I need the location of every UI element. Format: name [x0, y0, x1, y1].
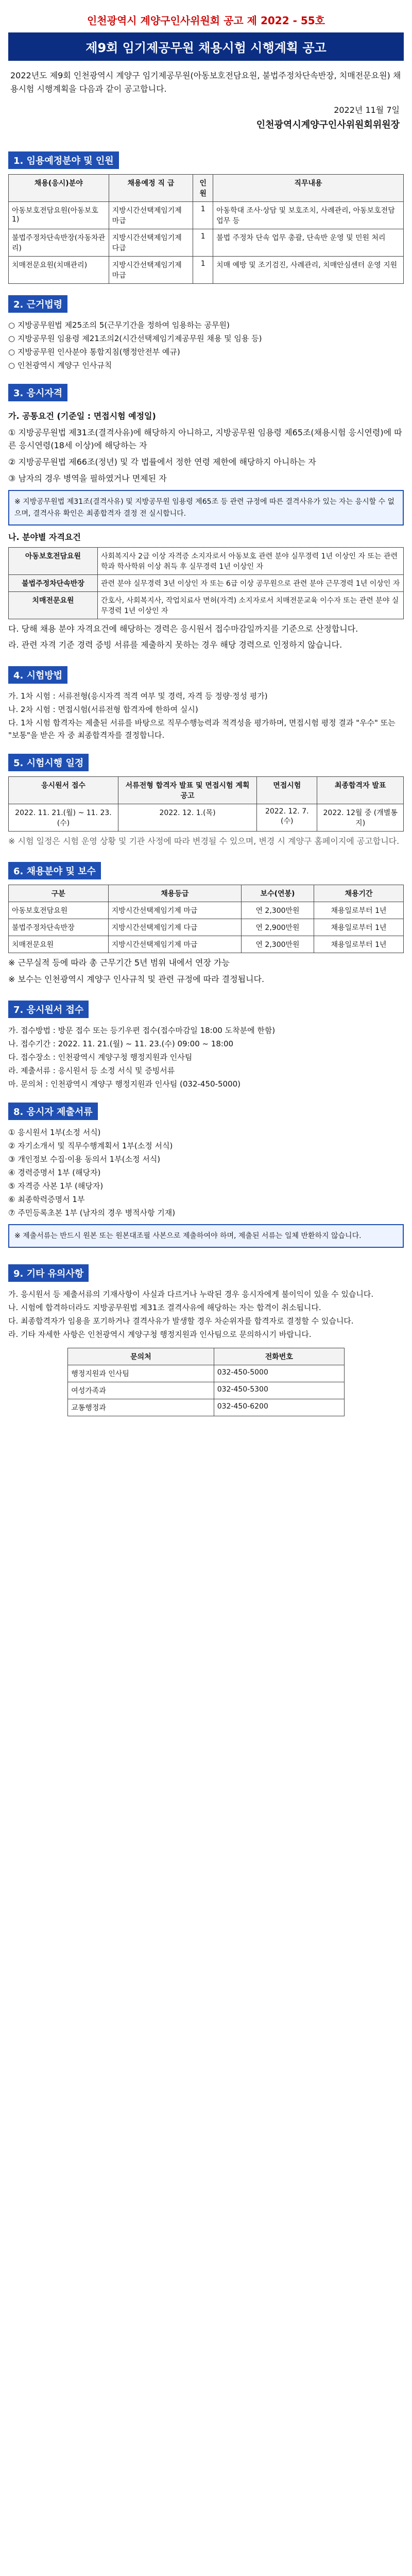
table-header: 보수(연봉): [242, 885, 314, 902]
table-cell: 지방시간선택제임기제 마급: [109, 257, 193, 284]
table-cell: 아동보호전담요원: [9, 902, 109, 919]
table-cell: 2022. 12. 7.(수): [257, 804, 317, 831]
eligibility-common-item: ③ 남자의 경우 병역을 필하였거나 면제된 자: [8, 473, 167, 483]
table-cell: 여성가족과: [68, 1382, 214, 1399]
table-cell: 1: [193, 202, 213, 229]
apply-item: 라. 제출서류 : 응시원서 등 소정 서식 및 증빙서류: [8, 1065, 175, 1075]
intro-text: 2022년도 제9회 인천광역시 계양구 임기제공무원(아동보호전담요원, 불법주정차단속반장, 치매전문요원) 채용시험 시행계획을 다음과 같이 공고합니다.: [10, 71, 401, 94]
eligibility-table: [8, 547, 404, 619]
table-cell: 지방시간선택제임기제 다급: [108, 919, 241, 936]
schedule-table: [8, 776, 404, 832]
document-item: ④ 경력증명서 1부 (해당자): [8, 1167, 101, 1177]
table-cell: 불법주정차단속반장: [9, 574, 98, 591]
table-header: 면접시험: [257, 776, 317, 804]
table-cell: 지방시간선택제임기제 다급: [109, 229, 193, 257]
table-header: 직무내용: [213, 175, 404, 202]
document-item: ⑥ 최종학력증명서 1부: [8, 1194, 85, 1204]
law-item: ○ 지방공무원법 제25조의 5(근무기간을 정하여 임용하는 공무원): [8, 320, 230, 330]
table-row: [9, 547, 404, 574]
pay-table: [8, 885, 404, 953]
table-cell: 연 2,300만원: [242, 902, 314, 919]
table-header: 구분: [9, 885, 109, 902]
exam-item: 다. 1차 시험 합격자는 제출된 서류를 바탕으로 직무수행능력과 적격성을 평가하며, 면접시험 평정 결과 "우수" 또는 "보통"을 받은 자 중 최종합격자를 결정합니다.: [8, 718, 396, 740]
table-header: 전화번호: [214, 1348, 344, 1365]
table-cell: 2022. 12. 1.(목): [118, 804, 256, 831]
table-header: 채용등급: [108, 885, 241, 902]
note-item: 가. 응시원서 등 제출서류의 기재사항이 사실과 다르거나 누락된 경우 응시자에게 불이익이 있을 수 있습니다.: [8, 1289, 374, 1299]
table-header: 채용기간: [314, 885, 404, 902]
table-cell: 채용일로부터 1년: [314, 919, 404, 936]
table-row: [9, 919, 404, 936]
table-header: 채용예정 직 급: [109, 175, 193, 202]
section-title-pay: 6. 채용분야 및 보수: [8, 862, 101, 879]
eligibility-note-box: ※ 지방공무원법 제31조(결격사유) 및 지방공무원 임용령 제65조 등 관련 규정에 따른 결격사유가 있는 자는 응시할 수 없으며, 결격사유 확인은 최종합격자 결정 전 실시합니다.: [8, 490, 404, 526]
table-row: [9, 804, 404, 831]
table-cell: 치매전문요원: [9, 936, 109, 953]
table-cell: 관련 분야 실무경력 3년 이상인 자 또는 6급 이상 공무원으로 관련 분야 근무경력 1년 이상인 자: [98, 574, 404, 591]
section-title-exam: 4. 시험방법: [8, 666, 67, 684]
section-title-positions: 1. 임용예정분야 및 인원: [8, 151, 119, 169]
table-row: [9, 257, 404, 284]
section-title-documents: 8. 응시자 제출서류: [8, 1103, 98, 1120]
document-item: ① 응시원서 1부(소정 서식): [8, 1127, 101, 1137]
table-header: 채용(응시)분야: [9, 175, 109, 202]
issuing-organization: 인천광역시계양구인사위원회위원장: [256, 120, 400, 131]
schedule-note: ※ 시험 일정은 시험 운영 상황 및 기관 사정에 따라 변경될 수 있으며, 변경 시 계양구 홈페이지에 공고합니다.: [8, 836, 400, 846]
table-cell: 032-450-6200: [214, 1399, 344, 1416]
section-title-law: 2. 근거법령: [8, 295, 67, 313]
table-cell: 채용일로부터 1년: [314, 902, 404, 919]
table-header: 최종합격자 발표: [317, 776, 404, 804]
eligibility-specific-title: 나. 분야별 자격요건: [8, 532, 81, 542]
apply-item: 다. 접수장소 : 인천광역시 계양구청 행정지원과 인사팀: [8, 1052, 193, 1062]
announcement-date: 2022년 11월 7일: [334, 105, 400, 115]
table-row: [9, 202, 404, 229]
table-cell: 2022. 11. 21.(월) ~ 11. 23.(수): [9, 804, 118, 831]
table-cell: 불법주정차단속반장: [9, 919, 109, 936]
table-cell: 치매전문요원(치매관리): [9, 257, 109, 284]
table-cell: 032-450-5000: [214, 1365, 344, 1382]
pay-note: ※ 근무실적 등에 따라 총 근무기간 5년 범위 내에서 연장 가능: [8, 958, 230, 968]
announcement-number: 인천광역시 계양구인사위원회 공고 제 2022 - 55호: [87, 14, 325, 27]
table-row: [9, 902, 404, 919]
document-item: ③ 개인정보 수집·이용 동의서 1부(소정 서식): [8, 1154, 161, 1164]
table-cell: 1: [193, 257, 213, 284]
table-cell: 행정지원과 인사팀: [68, 1365, 214, 1382]
section-title-schedule: 5. 시험시행 일정: [8, 754, 89, 771]
table-cell: 032-450-5300: [214, 1382, 344, 1399]
apply-item: 나. 접수기간 : 2022. 11. 21.(월) ~ 11. 23.(수) 09:00 ~ 18:00: [8, 1039, 234, 1048]
section-title-notes: 9. 기타 유의사항: [8, 1264, 89, 1282]
table-cell: 아동보호전담요원: [9, 547, 98, 574]
eligibility-note: 다. 당해 채용 분야 자격요건에 해당하는 경력은 응시원서 접수마감일까지를 기준으로 산정합니다.: [8, 623, 358, 634]
table-cell: 불법주정차단속반장(자동차관리): [9, 229, 109, 257]
table-cell: 치매전문요원: [9, 591, 98, 619]
eligibility-common-item: ① 지방공무원법 제31조(결격사유)에 해당하지 아니하고, 지방공무원 임용령 제65조(채용시험 응시연령)에 따른 응시연령(18세 이상)에 해당하는 자: [8, 427, 402, 451]
exam-item: 나. 2차 시험 : 면접시험(서류전형 합격자에 한하여 실시): [8, 704, 198, 714]
documents-note-box: ※ 제출서류는 반드시 원본 또는 원본대조필 사본으로 제출하여야 하며, 제출된 서류는 일체 반환하지 않습니다.: [8, 1224, 404, 1248]
note-item: 라. 기타 자세한 사항은 인천광역시 계양구청 행정지원과 인사팀으로 문의하시기 바랍니다.: [8, 1329, 312, 1339]
table-row: [9, 591, 404, 619]
table-header: 인원: [193, 175, 213, 202]
table-header: 서류전형 합격자 발표 및 면접시험 계획 공고: [118, 776, 256, 804]
note-item: 다. 최종합격자가 임용을 포기하거나 결격사유가 발생할 경우 차순위자를 합격자로 결정할 수 있습니다.: [8, 1316, 354, 1326]
table-cell: 치매 예방 및 조기검진, 사례관리, 치매안심센터 운영 지원: [213, 257, 404, 284]
eligibility-note: 라. 관련 자격 기준 경력 증빙 서류를 제출하지 못하는 경우 해당 경력으로 인정하지 않습니다.: [8, 640, 342, 650]
table-cell: 지방시간선택제임기제 마급: [108, 936, 241, 953]
table-cell: 지방시간선택제임기제 마급: [109, 202, 193, 229]
table-cell: 지방시간선택제임기제 마급: [108, 902, 241, 919]
document-item: ⑤ 자격증 사본 1부 (해당자): [8, 1181, 104, 1191]
note-item: 나. 시험에 합격하더라도 지방공무원법 제31조 결격사유에 해당하는 자는 합격이 취소됩니다.: [8, 1302, 321, 1312]
table-cell: 교통행정과: [68, 1399, 214, 1416]
contact-table: [67, 1348, 345, 1416]
table-row: [9, 574, 404, 591]
announcement-title: 제9회 임기제공무원 채용시험 시행계획 공고: [8, 32, 404, 61]
law-item: ○ 인천광역시 계양구 인사규칙: [8, 361, 112, 370]
document-item: ② 자기소개서 및 직무수행계획서 1부(소정 서식): [8, 1141, 173, 1150]
apply-item: 마. 문의처 : 인천광역시 계양구 행정지원과 인사팀 (032-450-5000): [8, 1079, 241, 1089]
table-cell: 채용일로부터 1년: [314, 936, 404, 953]
table-row: [9, 229, 404, 257]
table-cell: 연 2,900만원: [242, 919, 314, 936]
table-header: 응시원서 접수: [9, 776, 118, 804]
section-title-eligibility: 3. 응시자격: [8, 384, 67, 401]
apply-item: 가. 접수방법 : 방문 접수 또는 등기우편 접수(접수마감일 18:00 도착분에 한함): [8, 1025, 276, 1035]
section-title-apply: 7. 응시원서 접수: [8, 1001, 89, 1018]
table-cell: 연 2,300만원: [242, 936, 314, 953]
eligibility-common-title: 가. 공통요건 (기준일 : 면접시험 예정일): [8, 411, 156, 421]
table-row: [68, 1365, 345, 1382]
positions-table: [8, 174, 404, 284]
table-row: [68, 1399, 345, 1416]
law-item: ○ 지방공무원 임용령 제21조의2(시간선택제임기제공무원 채용 및 임용 등): [8, 334, 262, 344]
pay-note: ※ 보수는 인천광역시 계양구 인사규칙 및 관련 규정에 따라 결정됩니다.: [8, 974, 265, 984]
table-cell: 2022. 12월 중 (개별통지): [317, 804, 404, 831]
table-cell: 아동학대 조사·상담 및 보호조치, 사례관리, 아동보호전담 업무 등: [213, 202, 404, 229]
table-cell: 불법 주정차 단속 업무 총괄, 단속반 운영 및 민원 처리: [213, 229, 404, 257]
eligibility-common-item: ② 지방공무원법 제66조(정년) 및 각 법률에서 정한 연령 제한에 해당하지 아니하는 자: [8, 456, 316, 467]
table-cell: 간호사, 사회복지사, 작업치료사 면허(자격) 소지자로서 치매전문교육 이수자 또는 관련 분야 실무경력 1년 이상인 자: [98, 591, 404, 619]
table-row: [68, 1382, 345, 1399]
document-item: ⑦ 주민등록초본 1부 (남자의 경우 병적사항 기재): [8, 1208, 176, 1217]
table-cell: 사회복지사 2급 이상 자격증 소지자로서 아동보호 관련 분야 실무경력 1년 이상인 자 또는 관련 학과 학사학위 이상 취득 후 실무경력 1년 이상인 자: [98, 547, 404, 574]
exam-item: 가. 1차 시험 : 서류전형(응시자격 적격 여부 및 경력, 자격 등 정량·정성 평가): [8, 691, 268, 701]
law-item: ○ 지방공무원 인사분야 통합지침(행정안전부 예규): [8, 347, 180, 357]
table-cell: 아동보호전담요원(아동보호1): [9, 202, 109, 229]
table-cell: 1: [193, 229, 213, 257]
table-header: 문의처: [68, 1348, 214, 1365]
table-row: [9, 936, 404, 953]
